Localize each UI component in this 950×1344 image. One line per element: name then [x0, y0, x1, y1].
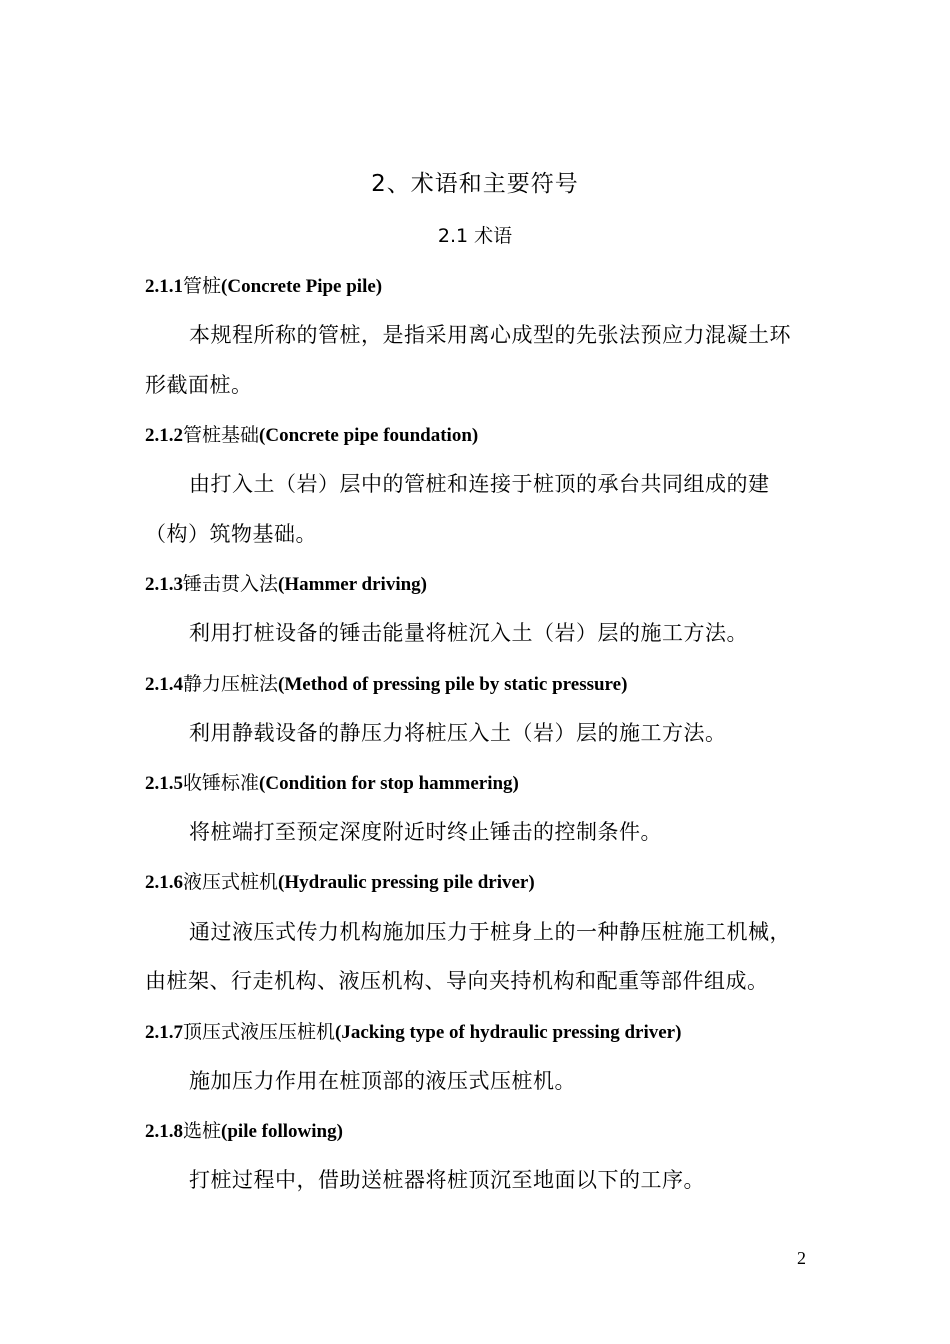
term-name-cn: 收锤标准	[183, 772, 260, 794]
term-number: 2.1.6	[145, 872, 183, 893]
term-name-en: (Concrete pipe foundation)	[259, 425, 479, 446]
term-number: 2.1.4	[145, 674, 183, 695]
term-number: 2.1.3	[145, 574, 183, 595]
term-name-en: (pile following)	[221, 1121, 343, 1142]
term-name-cn: 管桩	[183, 275, 222, 297]
term-heading	[145, 570, 427, 599]
term-number: 2.1.5	[145, 773, 183, 794]
section-title: 2、术语和主要符号	[371, 171, 579, 197]
term-heading	[145, 670, 627, 699]
term-heading	[145, 1018, 681, 1047]
term-name-cn: 顶压式液压压桩机	[183, 1021, 336, 1043]
term-name-cn: 选桩	[183, 1120, 222, 1142]
term-heading	[145, 421, 478, 450]
term-number: 2.1.1	[145, 276, 183, 297]
term-name-cn: 管桩基础	[183, 424, 260, 446]
term-name-cn: 液压式桩机	[183, 871, 279, 893]
term-heading	[145, 769, 519, 798]
term-name-cn: 锤击贯入法	[183, 573, 279, 595]
subsection-title: 2.1 术语	[437, 225, 513, 247]
term-heading	[145, 272, 382, 301]
term-number: 2.1.2	[145, 425, 183, 446]
definition-line: 利用静载设备的静压力将桩压入土（岩）层的施工方法。	[189, 721, 727, 745]
definition-line: （构）筑物基础。	[145, 522, 317, 546]
term-name-cn: 静力压桩法	[183, 673, 279, 695]
definition-line: 将桩端打至预定深度附近时终止锤击的控制条件。	[189, 820, 662, 844]
definition-line: 施加压力作用在桩顶部的液压式压桩机。	[189, 1069, 576, 1093]
term-heading	[145, 868, 535, 897]
term-name-en: (Concrete Pipe pile)	[221, 276, 383, 297]
definition-line: 由桩架、行走机构、液压机构、导向夹持机构和配重等部件组成。	[145, 969, 769, 993]
definition-line: 通过液压式传力机构施加压力于桩身上的一种静压桩施工机械，	[189, 920, 791, 944]
term-name-en: (Method of pressing pile by static pressure)	[278, 674, 628, 695]
term-name-en: (Hammer driving)	[278, 574, 428, 595]
term-heading	[145, 1117, 343, 1146]
definition-line: 本规程所称的管桩，是指采用离心成型的先张法预应力混凝土环	[189, 323, 791, 347]
definition-line: 打桩过程中，借助送桩器将桩顶沉至地面以下的工序。	[189, 1168, 705, 1192]
term-name-en: (Condition for stop hammering)	[259, 773, 519, 794]
term-name-en: (Jacking type of hydraulic pressing driver)	[335, 1022, 682, 1043]
definition-line: 形截面桩。	[145, 373, 253, 397]
definition-line: 由打入土（岩）层中的管桩和连接于桩顶的承台共同组成的建	[189, 472, 770, 496]
term-number: 2.1.7	[145, 1022, 183, 1043]
term-name-en: (Hydraulic pressing pile driver)	[278, 872, 535, 893]
definition-line: 利用打桩设备的锤击能量将桩沉入土（岩）层的施工方法。	[189, 621, 748, 645]
page-number: 2	[797, 1248, 806, 1268]
term-number: 2.1.8	[145, 1121, 183, 1142]
